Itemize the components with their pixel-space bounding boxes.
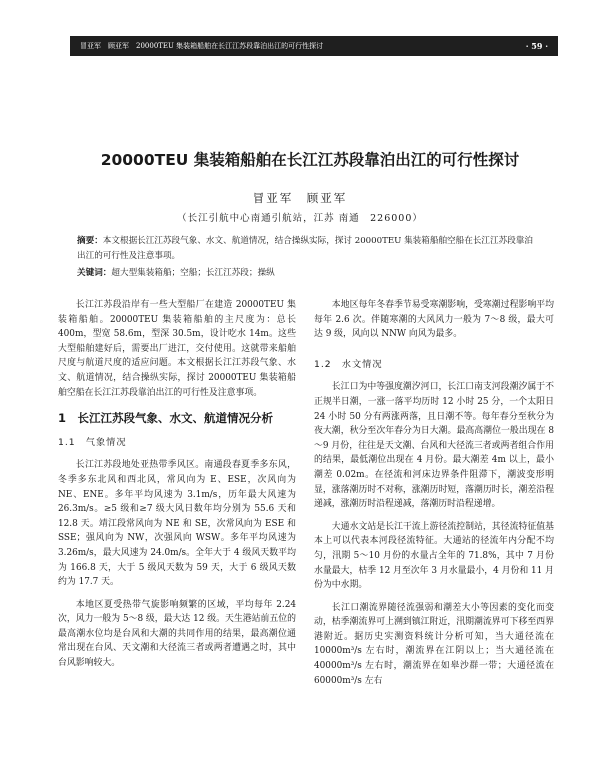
paper-authors: 冒亚军 顾亚军 <box>252 191 348 205</box>
hydrology-paragraph-1: 长江口为中等强度潮汐河口，长江口南支河段潮汐属于不正规半日潮，一涨一落平均历时 12 小时 25 分，一个太阳日 24 小时 50 分有两涨两落，且日潮不等。每年春分至秋分为夜大潮，秋分至次年春分为日大潮。最高高潮位一般出现在 8～9 月份，往往是天文潮、台风和大径流三者或两者组合作用的结果，最低潮位出现在 4 月份。最大潮差 4m 以上，最小潮差 0.02m。在径流和河床边界条件阻滞下，潮波变形明显，涨落潮历时不对称，涨潮历时短，落潮历时长，潮差沿程递减，涨潮历时沿程递减，落潮历时沿程递增。 <box>314 382 554 510</box>
abstract-label: 摘要： <box>77 236 103 246</box>
meteorology-paragraph-1: 长江江苏段地处亚热带季风区。南通段春夏季多东风，冬季多东北风和西北风，常风向为 E、ESE，次风向为 NE、ENE。多年平均风速为 3.1m/s，历年最大风速为 26.3m/s。≥5 级和≥7 级大风日数年均分别为 55.6 天和 12.8 天。靖江段常风向为 NE 和 SE，次常风向为 ESE 和 SSE；强风向为 NW，次强风向 WSW。多年平均风速为 3.26m/s，最大风速为 24.0m/s。全年大于 4 级风天数平均为 166.8 天，大于 5 级风天数为 59 天，大于 6 级风天数约为 17.7 天。 <box>58 460 296 588</box>
right-column <box>314 298 554 688</box>
abstract-text: 本文根据长江江苏段气象、水文、航道情况，结合操纵实际，探讨 20000TEU 集装箱船舶空船在长江江苏段靠泊出江的可行性及注意事项。 <box>77 236 533 261</box>
keywords-text: 超大型集装箱船；空船；长江江苏段；操纵 <box>111 268 275 278</box>
keywords-label: 关键词： <box>77 268 112 278</box>
running-header <box>70 36 558 56</box>
section-1-heading: 1 长江江苏段气象、水文、航道情况分析 <box>58 411 273 426</box>
hydrology-paragraph-3: 长江口潮流界随径流强弱和潮差大小等因素的变化而变动，枯季潮流界可上溯到镇江附近，汛期潮流界可下移至西界港附近。据历史实测资料统计分析可知，当大通径流在 10000m³/s 左右时，潮流界在江阴以上；当大通径流在 40000m³/s 左右时，潮流界在如皋沙群一带；大通径流在 60000m³/s 左右 <box>314 602 554 686</box>
left-column <box>58 298 296 671</box>
meteorology-paragraph-2: 本地区夏受热带气旋影响频繁的区域，平均每年 2.24 次，风力一般为 5～8 级，最大达 12 级。天生港站前五位的最高潮水位均是台风和大潮的共同作用的结果，最高潮位通常出现在台风、天文潮和大径流三者或两者遭遇之时，其中台风影响较大。 <box>58 599 296 669</box>
running-title: 冒亚军 顾亚军 20000TEU 集装箱船舶在长江江苏段靠泊出江的可行性探讨 <box>80 42 324 50</box>
keywords-block <box>77 266 537 280</box>
abstract-block <box>77 234 537 264</box>
page-number: · 59 · <box>525 41 548 51</box>
hydrology-paragraph-2: 大通水文站是长江干流上游径流控制站，其径流特征值基本上可以代表本河段径流特征。大通站的径流年内分配不均匀，汛期 5～10 月份的水量占全年的 71.8%，其中 7 月份水量最大，枯季 12 月至次年 3 月水量最小，4 月份和 11 月份为中水期。 <box>314 521 554 591</box>
intro-paragraph: 长江江苏段沿岸有一些大型船厂在建造 20000TEU 集装箱船舶。20000TEU 集装箱船舶的主尺度为：总长 400m，型宽 58.6m，型深 30.5m，设计吃水 14m。这些大型船舶建好后，需要出厂进江，交付使用。这就带来船舶尺度与航道尺度的适应问题。本文根据长江江苏段气象、水文、航道情况，结合操纵实际，探讨 20000TEU 集装箱船舶空船在长江江苏段靠泊出江的可行性及注意事项。 <box>58 300 296 398</box>
paper-affiliation: （长江引航中心南通引航站，江苏 南通 226000） <box>177 213 423 224</box>
paper-title: 20000TEU 集装箱船舶在长江江苏段靠泊出江的可行性探讨 <box>100 151 520 169</box>
section-1-1-heading: 1.1 气象情况 <box>58 436 127 448</box>
meteorology-paragraph-3: 本地区每年冬春季节易受寒潮影响，受寒潮过程影响平均每年 2.6 次。伴随寒潮的大风风力一般为 7～8 级，最大可达 9 级，风向以 NNW 向风为最多。 <box>314 300 554 340</box>
section-1-2-heading: 1.2 水文情况 <box>314 358 383 370</box>
